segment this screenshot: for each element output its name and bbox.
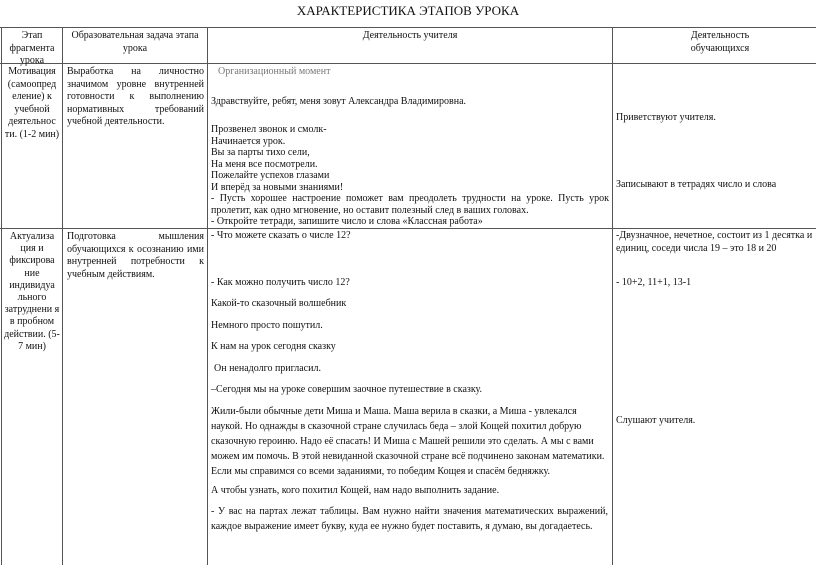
poem-line: И вперёд за новыми знаниями!: [211, 181, 344, 193]
table-border: [1, 27, 2, 565]
teacher-question: - Как можно получить число 12?: [211, 276, 350, 288]
teacher-text: - У вас на партах лежат таблицы. Вам нужно найти значения математических выражений, каждое выражение имеет букву, куда ее нужно будет поставить, я думаю, вы догадаетесь.: [211, 506, 608, 532]
table-border: [62, 27, 63, 565]
poem-line: Пожелайте успехов глазами: [211, 170, 330, 181]
teacher-wish: - Пусть хорошее настроение поможет вам преодолеть трудности на уроке. Пусть урок пролетит, как одно мгновение, но оставит полезный след в ваших головах.: [211, 193, 609, 216]
header-students: Деятельность обучающихся: [690, 30, 750, 54]
poem-line: Начинается урок.: [211, 135, 286, 147]
document-title: ХАРАКТЕРИСТИКА ЭТАПОВ УРОКА: [296, 3, 520, 18]
task-cell: Подготовка мышления обучающихся к осознанию ими внутренней потребности к учебным действиям.: [67, 231, 204, 280]
header-task: Образовательная задача этапа урока: [71, 30, 199, 54]
teacher-verse: Какой-то сказочный волшебник: [211, 298, 347, 309]
table-border: [0, 27, 816, 28]
teacher-greeting: Здравствуйте, ребят, меня зовут Александра Владимировна.: [211, 96, 467, 107]
poem-line: Прозвенел звонок и смолк-: [211, 124, 327, 135]
header-teacher: Деятельность учителя: [362, 30, 458, 41]
teacher-verse: Он ненадолго пригласил.: [214, 362, 321, 374]
teacher-poem-block: [211, 124, 609, 228]
student-activity: Приветствуют учителя.: [616, 112, 716, 123]
table-border: [0, 63, 816, 64]
teacher-text: А чтобы узнать, кого похитил Кощей, нам надо выполнить задание.: [211, 484, 500, 496]
teacher-verse: К нам на урок сегодня сказку: [211, 341, 336, 352]
poem-line: На меня все посмотрели.: [211, 158, 318, 170]
teacher-instruction: - Откройте тетради, запишите число и слова «Классная работа»: [211, 216, 483, 227]
teacher-question: - Что можете сказать о числе 12?: [211, 230, 351, 241]
table-border: [207, 27, 208, 565]
stage-cell: Актуализа ция и фиксирова ние индивидуа льного затруднени я в пробном действии. (5-7 мин): [4, 231, 60, 352]
teacher-activity-block: [211, 230, 608, 534]
teacher-story: Жили-были обычные дети Миша и Маша. Маша верила в сказки, а Миша - увлекался наукой. Но однажды в сказочной стране случилась беда – злой Кощей похитил добрую сказочную героиню. Надо её спасать! И Миша с Машей решили это сделать. А мы с вами можем им помочь. В этой невиданной сказочной стране всё подчинено законам математики. Если мы справимся со всеми заданиями, то победим Кощея и спасём бедняжку.: [211, 405, 605, 477]
student-activity: -Двузначное, нечетное, состоит из 1 десятка и единиц, соседи числа 19 – это 18 и 20: [616, 230, 813, 254]
teacher-heading: Организационный момент: [218, 66, 331, 77]
table-border: [612, 27, 613, 565]
student-activity: - 10+2, 11+1, 13-1: [616, 277, 692, 288]
task-cell: Выработка на личностно значимом уровне внутренней готовности к выполнению нормативных требований учебной деятельности.: [67, 66, 204, 127]
poem-line: Вы за парты тихо сели,: [211, 147, 310, 158]
stage-cell: Мотивация (самоопред еление) к учебной деятельнос ти. (1-2 мин): [4, 66, 60, 140]
student-activity: Слушают учителя.: [616, 415, 696, 426]
student-activity: Записывают в тетрадях число и слова: [616, 179, 777, 190]
teacher-verse: Немного просто пошутил.: [211, 319, 323, 331]
teacher-text: –Сегодня мы на уроке совершим заочное путешествие в сказку.: [211, 384, 483, 395]
table-border: [0, 228, 816, 229]
header-stage: Этап фрагмента урока: [9, 30, 55, 66]
